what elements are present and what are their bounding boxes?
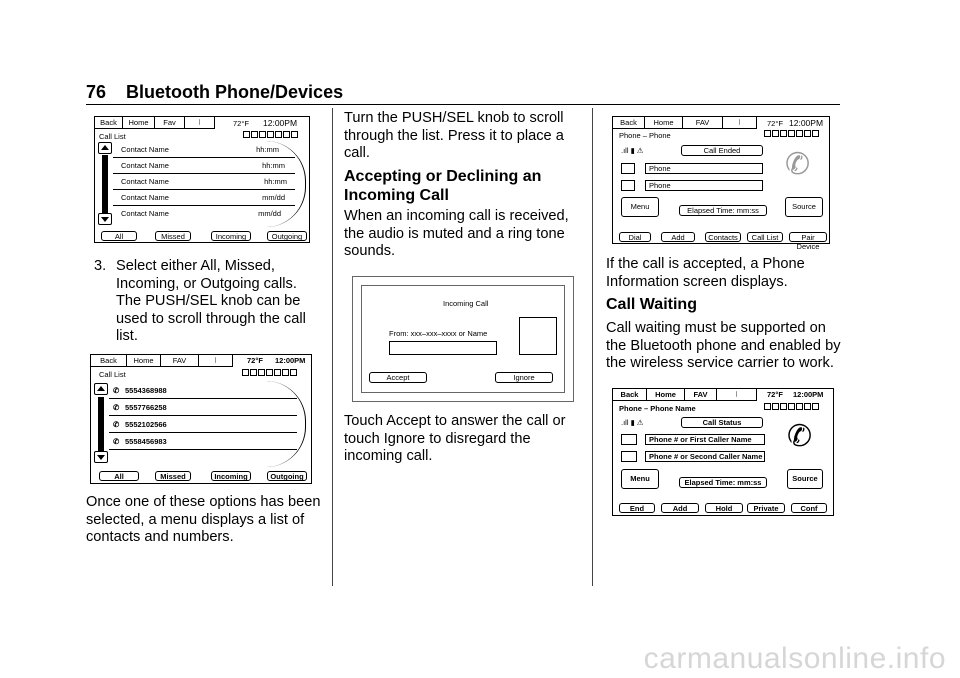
accept-button: Accept: [369, 372, 427, 383]
step-number: 3.: [94, 258, 107, 274]
incoming-button: Incoming: [211, 231, 251, 241]
dialog-title: Incoming Call: [443, 299, 489, 308]
tab-back: Back: [95, 117, 123, 129]
temperature: 72°F: [247, 356, 263, 365]
call-status: Call Ended: [681, 145, 763, 156]
status-icons: [763, 130, 819, 139]
dial-button: Dial: [619, 232, 651, 242]
line1-checkbox: [621, 163, 635, 174]
add-button: Add: [661, 232, 695, 242]
col3-paragraph-1: If the call is accepted, a Phone Information screen displays.: [606, 256, 805, 290]
screen-title: Call List: [99, 370, 126, 379]
scroll-down-button: [98, 213, 112, 225]
call-time: hh:mm: [256, 145, 279, 154]
column-divider-1: [332, 108, 333, 586]
tab-home: Home: [127, 355, 161, 367]
col2-paragraph-3: Touch Accept to answer the call or touch Ignore to disregard the incoming call.: [344, 413, 566, 465]
missed-button: Missed: [155, 231, 191, 241]
tab-home: Home: [645, 117, 683, 129]
caller-from: From: xxx–xxx–xxxx or Name: [389, 329, 488, 338]
tab-fav: Fav: [155, 117, 185, 129]
tab-back: Back: [613, 389, 647, 401]
phone-icon: ✆: [113, 403, 120, 412]
menu-button: Menu: [621, 469, 659, 489]
page-number: 76: [86, 82, 107, 102]
phone-handset-icon: ✆: [785, 148, 811, 181]
incoming-button: Incoming: [211, 471, 251, 481]
line2-checkbox: [621, 451, 637, 462]
temperature: 72°F: [767, 390, 783, 399]
col3-paragraph-2: Call waiting must be supported on the Bluetooth phone and enabled by the wireless service carrier to work.: [606, 320, 841, 372]
status-icons: [242, 131, 298, 140]
hold-button: Hold: [705, 503, 743, 513]
clock: 12:00PM: [789, 118, 824, 128]
elapsed-time: Elapsed Time: mm:ss: [679, 477, 767, 488]
tab-fav: FAV: [161, 355, 199, 367]
outgoing-button: Outgoing: [267, 231, 307, 241]
heading-accepting: Accepting or Declining an Incoming Call: [344, 168, 542, 204]
figure-phone-call-waiting: [612, 388, 834, 516]
col2-paragraph-2: When an incoming call is received, the audio is muted and a ring tone sounds.: [344, 208, 569, 260]
tab-home: Home: [123, 117, 155, 129]
tab-back: Back: [613, 117, 645, 129]
figure-call-list-numbers: [90, 354, 312, 484]
status-icons: [763, 403, 819, 412]
contact-name: Contact Name: [121, 177, 169, 186]
call-time: hh:mm: [264, 177, 287, 186]
signal-icon: ⦚: [717, 389, 757, 401]
temperature: 72°F: [767, 119, 783, 128]
call-date: mm/dd: [258, 209, 281, 218]
elapsed-time: Elapsed Time: mm:ss: [679, 205, 767, 216]
screen-title: Call List: [99, 132, 126, 141]
step-3-text: Select either All, Missed, Incoming, or Outgoing calls. The PUSH/SEL knob can be used to scroll through the call list.: [116, 258, 306, 345]
call-date: mm/dd: [262, 193, 285, 202]
col1-paragraph: Once one of these options has been selected, a menu displays a list of contacts and numbers.: [86, 494, 321, 546]
menu-button: Menu: [621, 197, 659, 217]
screen-title: Phone – Phone Name: [619, 404, 696, 413]
phone-number: 5554368988: [125, 386, 167, 395]
all-button: All: [99, 471, 139, 481]
column-divider-2: [592, 108, 593, 586]
figure-incoming-call: [352, 276, 574, 402]
header-rule: [86, 104, 840, 105]
tab-fav: FAV: [683, 117, 723, 129]
line2-checkbox: [621, 180, 635, 191]
screen-title: Phone – Phone: [619, 131, 671, 140]
tab-back: Back: [91, 355, 127, 367]
contact-name: Contact Name: [121, 145, 169, 154]
signal-battery-icons: .ıll ▮ ⚠: [621, 418, 644, 427]
line1-field: Phone: [645, 163, 763, 174]
figure-phone-call-ended: [612, 116, 830, 251]
contact-name: Contact Name: [121, 193, 169, 202]
caller-picture: [519, 317, 557, 355]
add-button: Add: [661, 503, 699, 513]
signal-battery-icons: .ıll ▮ ⚠: [621, 146, 644, 155]
pair-device-button: Pair Device: [789, 232, 827, 242]
phone-number: 5558456983: [125, 437, 167, 446]
col2-paragraph-1: Turn the PUSH/SEL knob to scroll through the list. Press it to place a call.: [344, 110, 564, 162]
line1-checkbox: [621, 434, 637, 445]
scroll-up-button: [98, 142, 112, 154]
call-list-button: Call List: [747, 232, 783, 242]
tab-home: Home: [647, 389, 685, 401]
contact-name: Contact Name: [121, 209, 169, 218]
source-button: Source: [785, 197, 823, 217]
outgoing-button: Outgoing: [267, 471, 307, 481]
contact-name: Contact Name: [121, 161, 169, 170]
missed-button: Missed: [155, 471, 191, 481]
page-header: [86, 82, 343, 103]
phone-icon: ✆: [113, 437, 120, 446]
call-time: hh:mm: [262, 161, 285, 170]
temperature: 72°F: [233, 119, 249, 128]
list-curve: [245, 141, 306, 227]
signal-icon: ⦚: [723, 117, 757, 129]
line2-field: Phone: [645, 180, 763, 191]
list-curve: [241, 381, 306, 467]
signal-icon: ⦚: [185, 117, 215, 129]
page-title: Bluetooth Phone/Devices: [126, 82, 344, 102]
clock: 12:00PM: [263, 118, 298, 128]
clock: 12:00PM: [275, 356, 306, 365]
scrollbar-track: [102, 155, 108, 213]
signal-icon: ⦚: [199, 355, 233, 367]
all-button: All: [101, 231, 137, 241]
private-button: Private: [747, 503, 785, 513]
phone-handset-icon: ✆: [787, 420, 813, 453]
conf-button: Conf: [791, 503, 827, 513]
figure-call-list-contacts: [94, 116, 310, 243]
end-button: End: [619, 503, 655, 513]
ignore-button: Ignore: [495, 372, 553, 383]
tab-fav: FAV: [685, 389, 717, 401]
phone-number: 5552102566: [125, 420, 167, 429]
caller-field: [389, 341, 497, 355]
source-button: Source: [787, 469, 823, 489]
contacts-button: Contacts: [705, 232, 741, 242]
scroll-down-button: [94, 451, 108, 463]
scroll-up-button: [94, 383, 108, 395]
heading-call-waiting: Call Waiting: [606, 296, 697, 313]
phone-icon: ✆: [113, 420, 120, 429]
scrollbar-track: [98, 397, 104, 451]
clock: 12:00PM: [793, 390, 824, 399]
watermark: carmanualsonline.info: [643, 642, 946, 675]
status-icons: [241, 369, 297, 378]
call-status: Call Status: [681, 417, 763, 428]
line2-field: Phone # or Second Caller Name: [645, 451, 765, 462]
line1-field: Phone # or First Caller Name: [645, 434, 765, 445]
phone-number: 5557766258: [125, 403, 167, 412]
phone-icon: ✆: [113, 386, 120, 395]
